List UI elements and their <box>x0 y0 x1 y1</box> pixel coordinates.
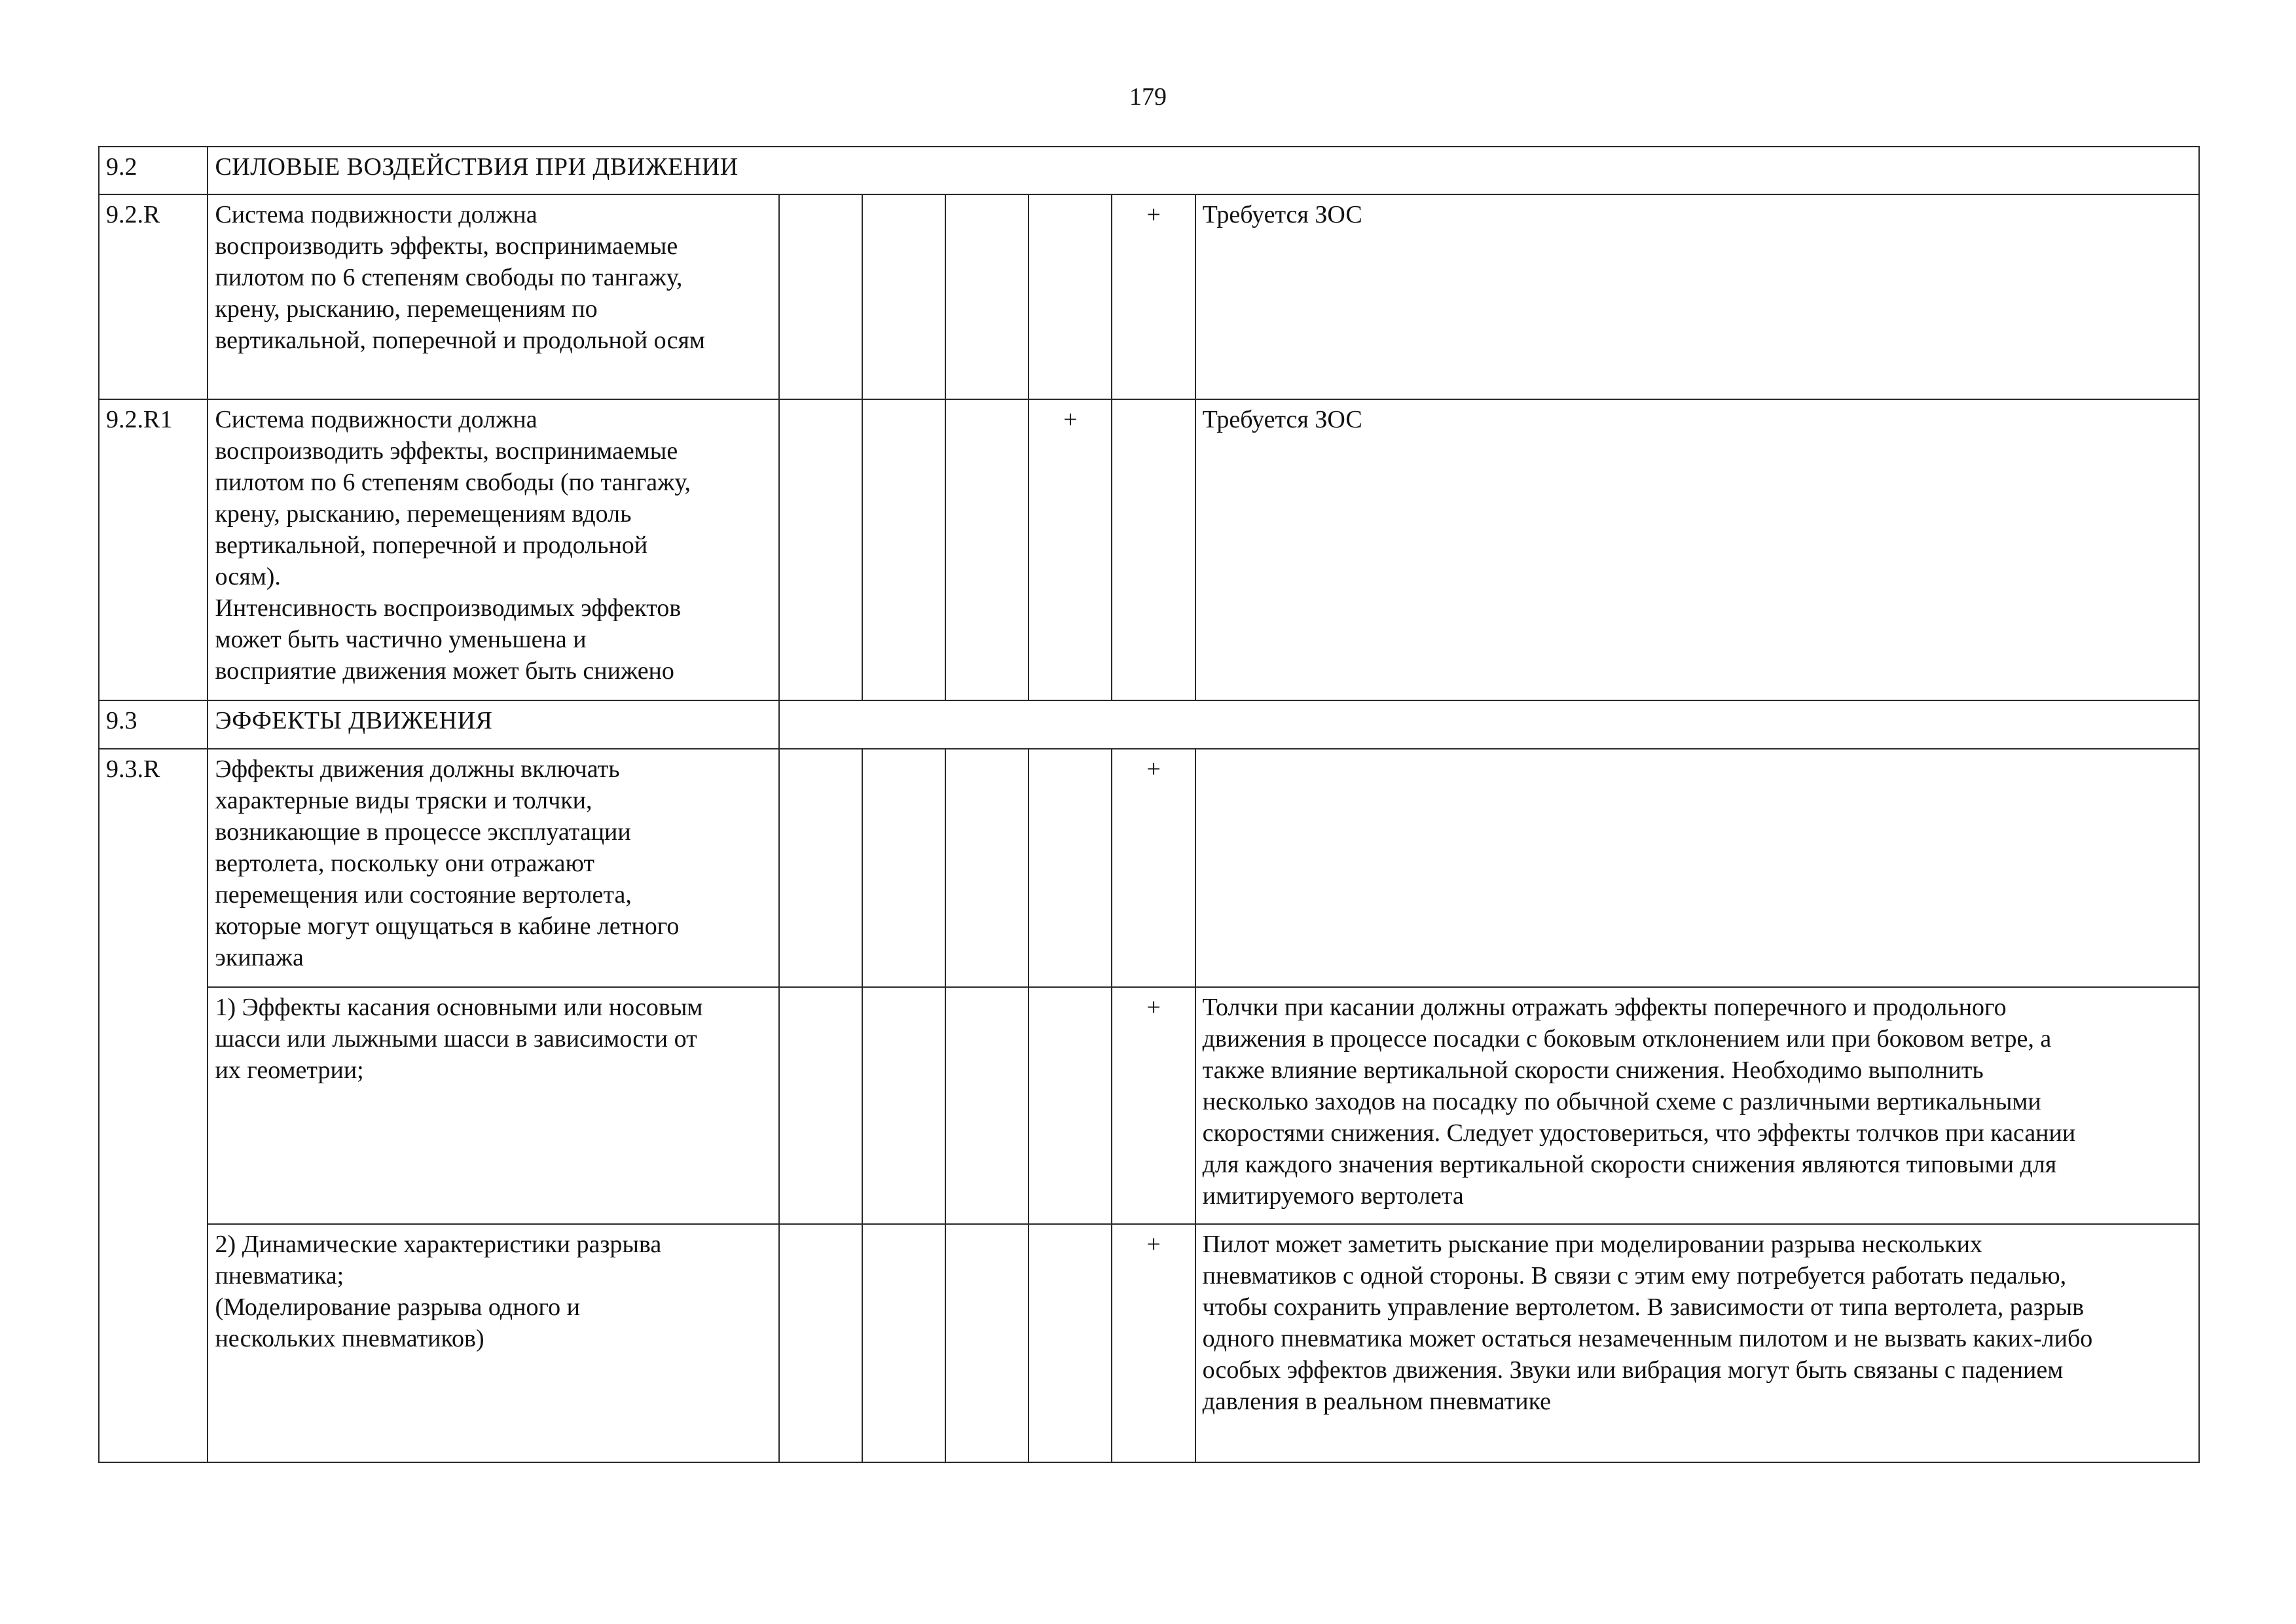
level-cell-1 <box>779 399 862 700</box>
note-text: Требуется ЗОС <box>1195 399 2199 700</box>
requirement-text: Система подвижности должна воспроизводить эффекты, воспринимаемые пилотом по 6 степеням свободы по тангажу, крену, рысканию, перемещениям по вертикальной, поперечной и продольной осям <box>208 194 779 399</box>
section-title: СИЛОВЫЕ ВОЗДЕЙСТВИЯ ПРИ ДВИЖЕНИИ <box>208 147 2199 194</box>
level-cell-4 <box>1029 194 1112 399</box>
level-cell-1 <box>779 194 862 399</box>
row-id: 9.2.R <box>99 194 208 399</box>
section-id: 9.3 <box>99 700 208 749</box>
level-cell-3 <box>945 987 1029 1224</box>
section-title: ЭФФЕКТЫ ДВИЖЕНИЯ <box>208 700 779 749</box>
level-cell-2 <box>862 987 945 1224</box>
note-text <box>1195 749 2199 987</box>
table-row-9-3-R-item-2 <box>99 1224 2199 1462</box>
table-row-9-3-R-item-1 <box>99 987 2199 1224</box>
level-cell-1 <box>779 749 862 987</box>
requirement-text: Система подвижности должна воспроизводить эффекты, воспринимаемые пилотом по 6 степеням свободы (по тангажу, крену, рысканию, перемещениям вдоль вертикальной, поперечной и продольной осям). Интенсивность воспроизводимых эффектов может быть частично уменьшена и восприятие движения может быть снижено <box>208 399 779 700</box>
row-id: 9.3.R <box>99 749 208 1462</box>
level-cell-5 <box>1112 399 1195 700</box>
level-cell-1 <box>779 1224 862 1462</box>
level-cell-3 <box>945 749 1029 987</box>
section-row-9-2 <box>99 147 2199 194</box>
note-text: Требуется ЗОС <box>1195 194 2199 399</box>
section-blank <box>779 700 2199 749</box>
table-row-9-3-R <box>99 749 2199 987</box>
level-cell-2 <box>862 399 945 700</box>
level-cell-4 <box>1029 1224 1112 1462</box>
section-id: 9.2 <box>99 147 208 194</box>
requirement-text: 1) Эффекты касания основными или носовым шасси или лыжными шасси в зависимости от их геометрии; <box>208 987 779 1224</box>
level-cell-5: + <box>1112 987 1195 1224</box>
section-row-9-3 <box>99 700 2199 749</box>
note-text: Пилот может заметить рыскание при моделировании разрыва нескольких пневматиков с одной стороны. В связи с этим ему потребуется работать педалью, чтобы сохранить управление вертолетом. В зависимости от типа вертолета, разрыв одного пневматика может остаться незамеченным пилотом и не вызвать каких-либо особых эффектов движения. Звуки или вибрация могут быть связаны с падением давления в реальном пневматике <box>1195 1224 2199 1462</box>
row-id: 9.2.R1 <box>99 399 208 700</box>
note-text: Толчки при касании должны отражать эффекты поперечного и продольного движения в процессе посадки с боковым отклонением или при боковом ветре, а также влияние вертикальной скорости снижения. Необходимо выполнить несколько заходов на посадку по обычной схеме с различными вертикальными скоростями снижения. Следует удостовериться, что эффекты толчков при касании для каждого значения вертикальной скорости снижения являются типовыми для имитируемого вертолета <box>1195 987 2199 1224</box>
level-cell-4: + <box>1029 399 1112 700</box>
level-cell-2 <box>862 749 945 987</box>
level-cell-3 <box>945 399 1029 700</box>
level-cell-3 <box>945 1224 1029 1462</box>
requirements-table <box>98 146 2200 1463</box>
level-cell-5: + <box>1112 194 1195 399</box>
level-cell-5: + <box>1112 749 1195 987</box>
level-cell-2 <box>862 1224 945 1462</box>
requirement-text: Эффекты движения должны включать характерные виды тряски и толчки, возникающие в процессе эксплуатации вертолета, поскольку они отражают перемещения или состояние вертолета, которые могут ощущаться в кабине летного экипажа <box>208 749 779 987</box>
requirement-text: 2) Динамические характеристики разрыва пневматика; (Моделирование разрыва одного и нескольких пневматиков) <box>208 1224 779 1462</box>
level-cell-1 <box>779 987 862 1224</box>
table-row-9-2-R <box>99 194 2199 399</box>
level-cell-5: + <box>1112 1224 1195 1462</box>
level-cell-4 <box>1029 749 1112 987</box>
table-row-9-2-R1 <box>99 399 2199 700</box>
level-cell-3 <box>945 194 1029 399</box>
page-number: 179 <box>1129 83 1167 111</box>
level-cell-2 <box>862 194 945 399</box>
level-cell-4 <box>1029 987 1112 1224</box>
